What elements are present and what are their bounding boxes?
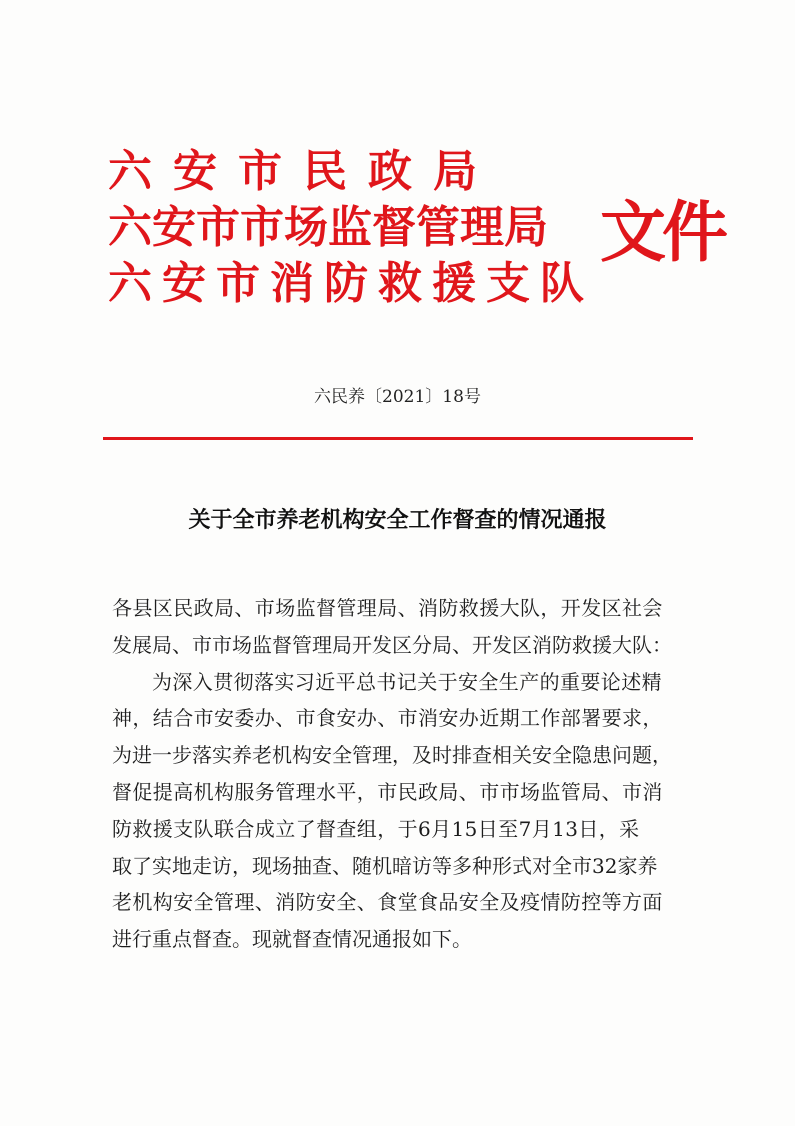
paragraph-line: 防救援支队联合成立了督查组，于6月15日至7月13日，采 bbox=[112, 816, 640, 841]
paragraph-line: 取了实地走访，现场抽查、随机暗访等多种形式对全市32家养 bbox=[112, 853, 658, 878]
paragraph-line: 神，结合市安委办、市食安办、市消安办近期工作部署要求， bbox=[112, 706, 663, 731]
paragraph-line: 为深入贯彻落实习近平总书记关于安全生产的重要论述精 bbox=[152, 669, 662, 694]
document-body bbox=[112, 590, 692, 958]
paragraph-line: 督促提高机构服务管理水平，市民政局、市市场监管局、市消 bbox=[112, 779, 663, 804]
document-title: 关于全市养老机构安全工作督查的情况通报 bbox=[188, 507, 607, 533]
paragraph-line: 进行重点督查。现就督查情况通报如下。 bbox=[112, 927, 472, 952]
red-divider bbox=[103, 437, 693, 440]
document-number: 六民养〔2021〕18号 bbox=[314, 387, 481, 407]
issuer-block bbox=[108, 144, 598, 312]
issuer-market-supervision: 六安市市场监督管理局 bbox=[108, 202, 548, 253]
document-suffix: 文件 bbox=[600, 193, 724, 271]
issuer-fire-rescue: 六安市消防救援支队 bbox=[108, 258, 594, 309]
paragraph-line: 老机构安全管理、消防安全、食堂食品安全及疫情防控等方面 bbox=[112, 890, 663, 915]
salutation-line: 各县区民政局、市场监督管理局、消防救援大队，开发区社会 bbox=[112, 596, 663, 620]
paragraph-line: 为进一步落实养老机构安全管理，及时排查相关安全隐患问题， bbox=[112, 743, 672, 768]
salutation-line: 发展局、市市场监督管理局开发区分局、开发区消防救援大队： bbox=[112, 632, 672, 657]
issuer-civil-affairs: 六安市民政局 bbox=[108, 146, 498, 197]
